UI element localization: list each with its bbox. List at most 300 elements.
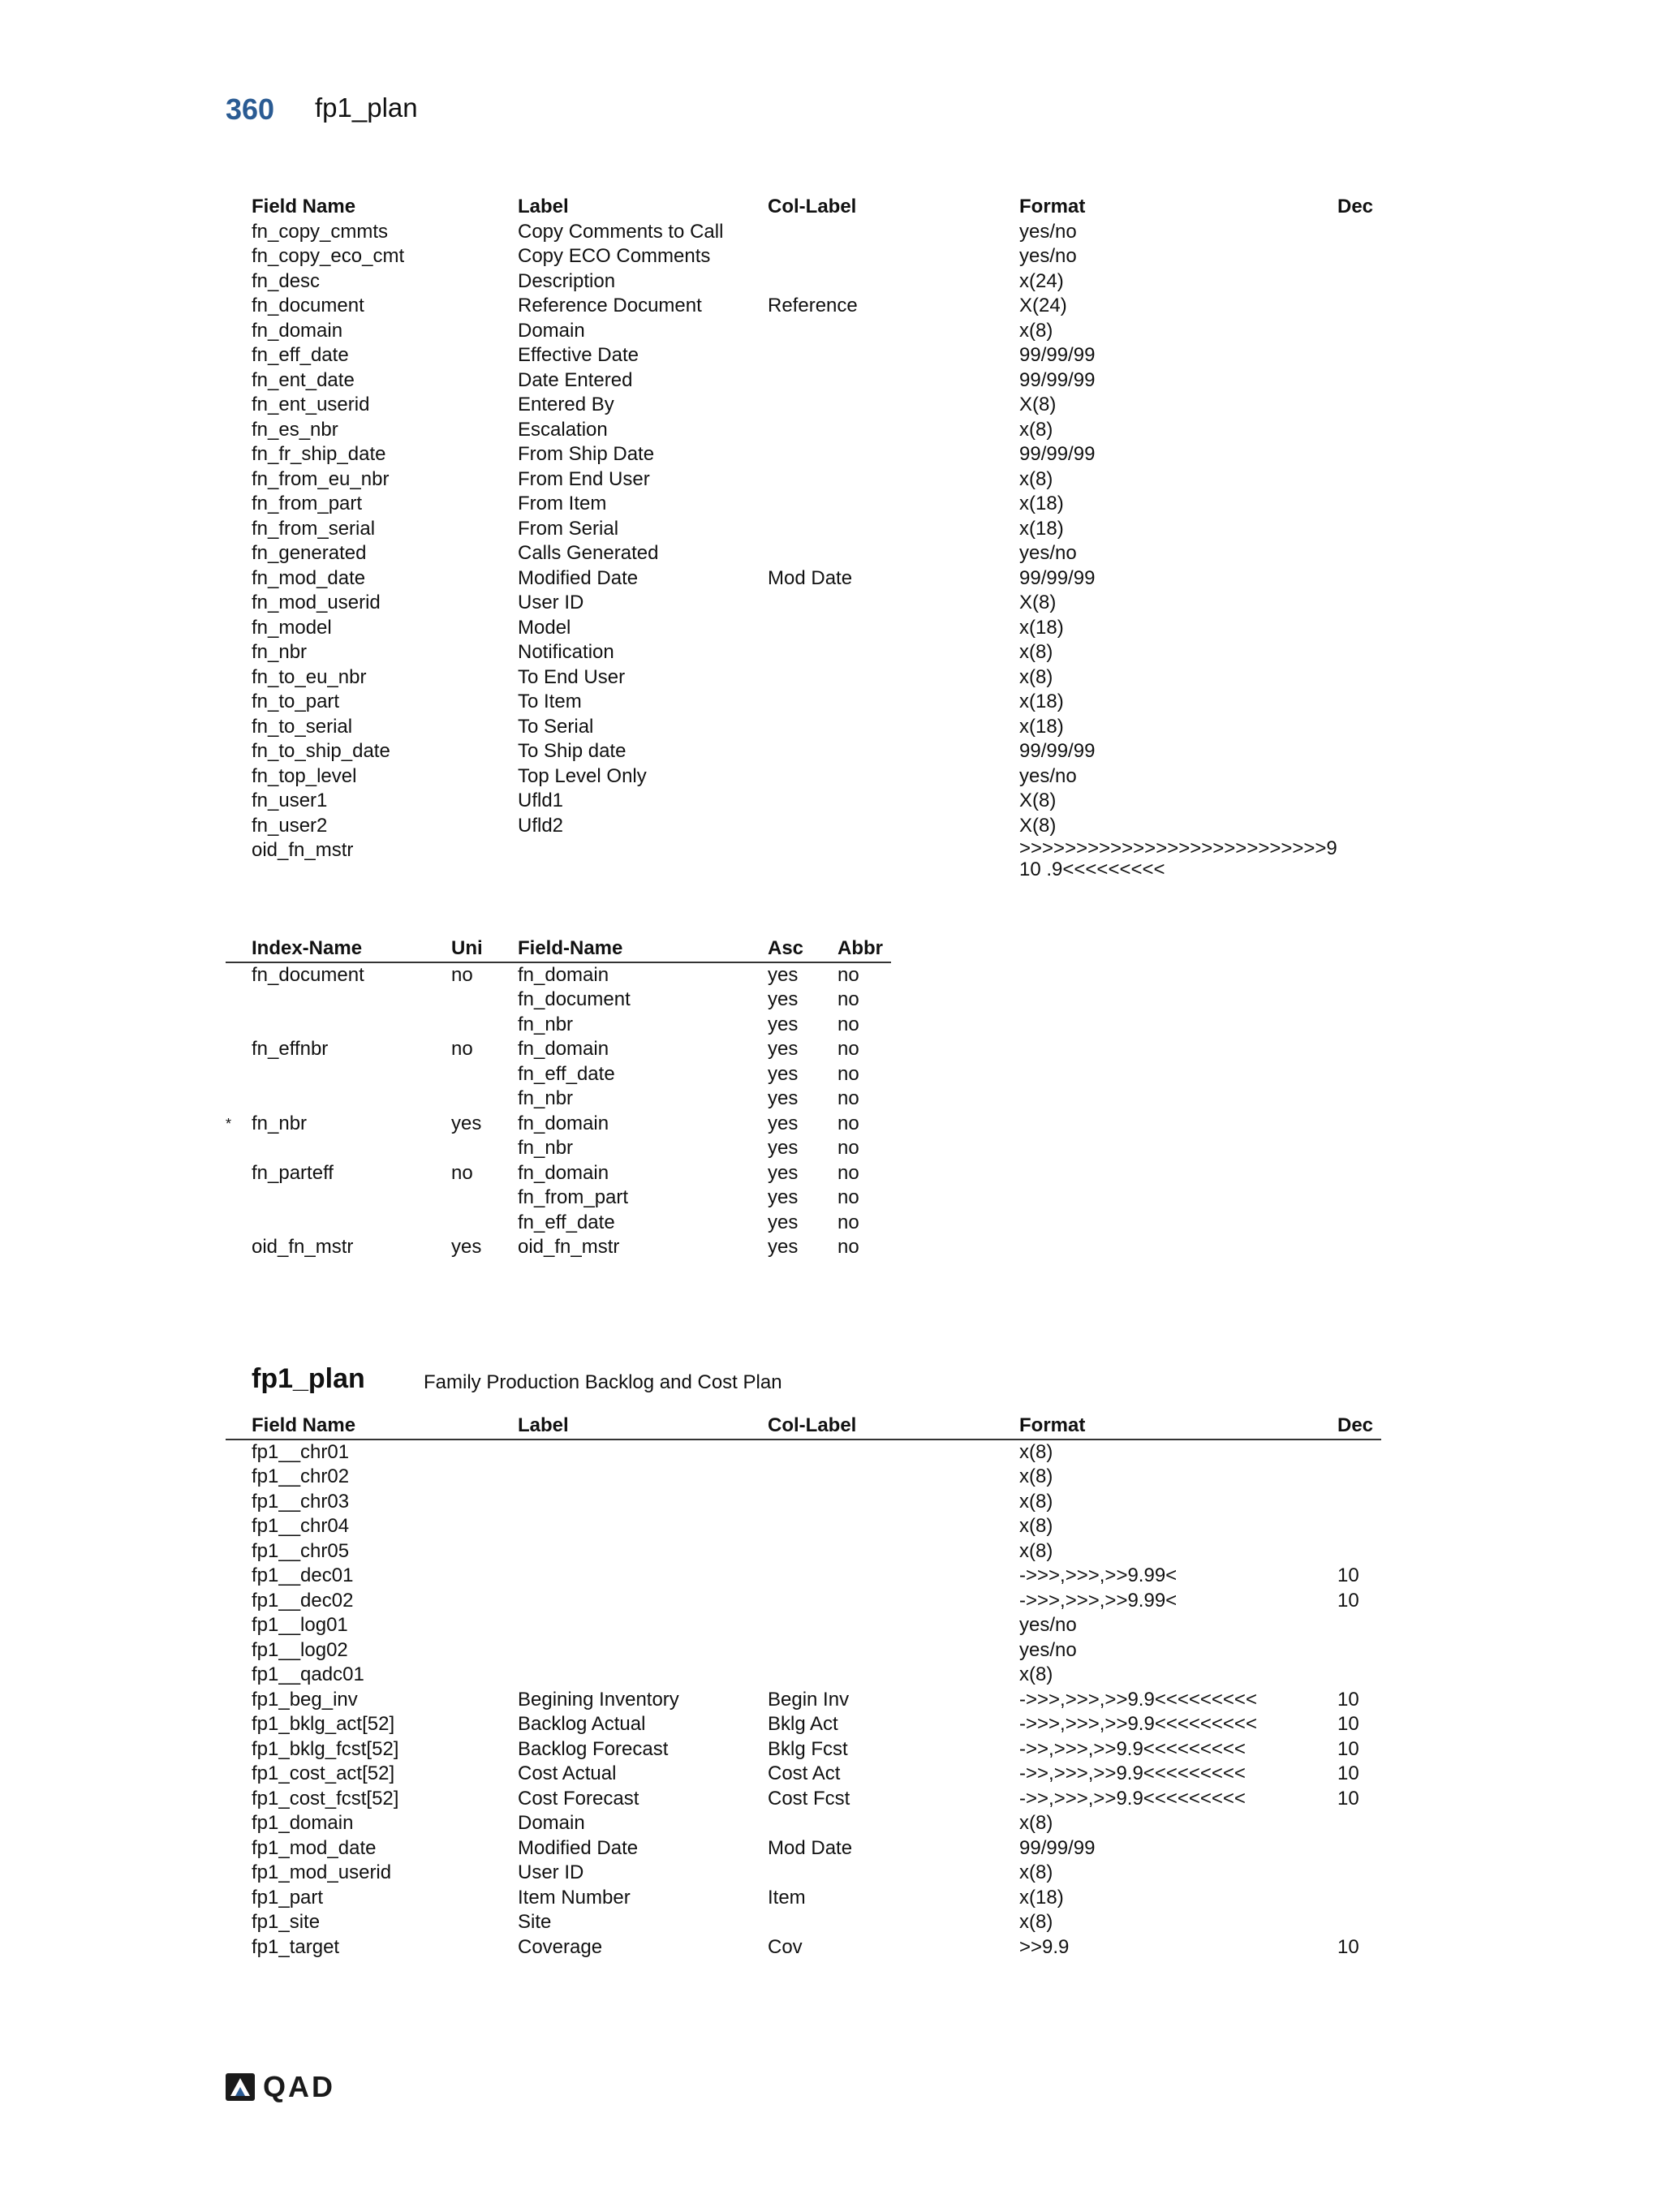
label-cell: To Serial [518, 715, 594, 738]
col-label-cell [768, 418, 1019, 443]
label-cell [518, 838, 768, 880]
field-name-cell: fn_copy_cmmts [252, 220, 389, 243]
table-row [226, 1161, 891, 1186]
logo-text: QAD [263, 2070, 335, 2103]
col-label-cell [768, 665, 1019, 691]
field-name-cell: fp1_target [252, 1935, 340, 1958]
table-row [226, 1564, 1381, 1589]
primary-index-marker [226, 988, 252, 1013]
col-label-cell [768, 1514, 1019, 1539]
label-cell: Modified Date [518, 1836, 639, 1859]
column-header-col-label: Col-Label [768, 1414, 1019, 1440]
unique-cell: no [451, 963, 473, 986]
dec-cell [1337, 789, 1381, 814]
field-name-cell: fn_document [252, 295, 364, 316]
format-cell: x(8) [1019, 1440, 1053, 1463]
col-label-cell [768, 319, 1019, 344]
index-field-cell: fn_eff_date [518, 1062, 615, 1085]
index-field-cell: fn_domain [518, 963, 609, 986]
format-cell: 99/99/99 [1019, 740, 1096, 762]
table-row [226, 1861, 1381, 1886]
col-label-cell [768, 1861, 1019, 1886]
primary-index-marker [226, 1161, 252, 1186]
label-cell: Begining Inventory [518, 1688, 679, 1711]
label-cell: Top Level Only [518, 764, 647, 787]
label-cell: Escalation [518, 418, 608, 441]
label-cell: From End User [518, 467, 650, 490]
primary-index-marker [226, 1136, 252, 1161]
index-field-cell: fn_eff_date [518, 1211, 615, 1233]
table-row [226, 1136, 891, 1161]
table-row [226, 640, 1381, 665]
field-name-cell: fp1__qadc01 [252, 1663, 364, 1685]
unique-cell [451, 1013, 518, 1038]
col-label-cell [768, 1910, 1019, 1935]
table-row [226, 492, 1381, 517]
label-cell: Domain [518, 1812, 585, 1834]
row-marker [226, 1638, 252, 1663]
abbr-cell: no [837, 1038, 859, 1060]
field-name-cell: fn_copy_eco_cmt [252, 245, 405, 267]
qad-logo-icon [226, 2073, 255, 2101]
col-label-cell [768, 690, 1019, 715]
field-name-cell: fn_to_part [252, 691, 340, 712]
unique-cell [451, 1062, 518, 1087]
index-field-cell: fn_domain [518, 1161, 609, 1184]
col-label-cell [768, 1465, 1019, 1490]
format-cell: x(24) [1019, 269, 1064, 292]
table-description: Family Production Backlog and Cost Plan [424, 1371, 782, 1393]
row-marker [226, 467, 252, 493]
table-row [226, 269, 1381, 295]
table-row [226, 665, 1381, 691]
label-cell: Cost Forecast [518, 1787, 639, 1810]
asc-cell: yes [768, 1137, 799, 1159]
table-row [226, 1037, 891, 1062]
format-cell: ->>,>>>,>>9.9<<<<<<<<< [1019, 1737, 1246, 1760]
label-cell [518, 1663, 768, 1688]
row-marker [226, 1440, 252, 1465]
col-label-cell: Bklg Act [768, 1713, 838, 1735]
unique-cell: no [451, 1038, 473, 1060]
marker-column-header [226, 1414, 252, 1440]
index-name-cell [252, 1013, 451, 1038]
field-name-cell: fp1__chr02 [252, 1465, 350, 1487]
table-row [226, 690, 1381, 715]
col-label-cell [768, 220, 1019, 245]
format-cell: ->>>,>>>,>>9.99< [1019, 1589, 1178, 1612]
field-name-cell: oid_fn_mstr [252, 839, 354, 861]
column-header-label: Label [518, 196, 569, 217]
format-cell: x(8) [1019, 1663, 1053, 1685]
field-name-cell: fn_mod_userid [252, 592, 381, 613]
field-name-cell: fp1_beg_inv [252, 1688, 358, 1711]
col-label-cell [768, 838, 1019, 880]
index-name-cell: fn_parteff [252, 1161, 334, 1184]
field-name-cell: fp1__dec02 [252, 1589, 354, 1612]
abbr-cell: no [837, 1087, 859, 1109]
dec-cell [1337, 715, 1381, 740]
field-name-cell: fp1__log02 [252, 1638, 348, 1661]
col-label-cell [768, 343, 1019, 368]
label-cell: Entered By [518, 394, 614, 415]
dec-cell [1337, 269, 1381, 295]
table-row [226, 1490, 1381, 1515]
table-row [226, 343, 1381, 368]
dec-cell [1337, 1613, 1381, 1638]
table-row [226, 1811, 1381, 1836]
abbr-cell: no [837, 988, 859, 1010]
table-row [226, 368, 1381, 394]
index-name-cell [252, 988, 451, 1013]
col-label-cell: Cov [768, 1935, 803, 1958]
col-label-cell [768, 244, 1019, 269]
dec-cell [1337, 319, 1381, 344]
primary-index-marker [226, 1087, 252, 1112]
table-row [226, 1787, 1381, 1812]
label-cell: Copy Comments to Call [518, 220, 724, 243]
field-name-cell: fn_user1 [252, 790, 328, 811]
field-name-cell: fp1__log01 [252, 1614, 348, 1636]
dec-cell [1337, 591, 1381, 616]
col-label-cell [768, 814, 1019, 839]
dec-cell [1337, 1836, 1381, 1861]
column-header-dec: Dec [1337, 196, 1374, 217]
format-cell: x(8) [1019, 418, 1053, 441]
row-marker [226, 319, 252, 344]
table-row [226, 1762, 1381, 1787]
dec-cell [1337, 764, 1381, 790]
table-row [226, 1235, 891, 1260]
row-marker [226, 368, 252, 394]
primary-index-marker [226, 1211, 252, 1236]
label-cell: To End User [518, 665, 626, 688]
dec-cell [1337, 1490, 1381, 1515]
asc-cell: yes [768, 963, 799, 986]
col-label-cell: Mod Date [768, 1836, 853, 1859]
label-cell: Copy ECO Comments [518, 245, 711, 267]
label-cell: Reference Document [518, 295, 702, 316]
label-cell [518, 1589, 768, 1614]
col-label-cell [768, 1440, 1019, 1465]
table-row [226, 1935, 1381, 1960]
format-cell: >>9.9 [1019, 1935, 1070, 1958]
table-row [226, 715, 1381, 740]
field-name-cell: fp1_part [252, 1886, 324, 1909]
column-header-index-name: Index-Name [252, 936, 451, 962]
dec-cell [1337, 665, 1381, 691]
field-name-cell: fn_ent_date [252, 368, 355, 391]
table-row [226, 1539, 1381, 1564]
field-name-cell: fn_user2 [252, 814, 328, 837]
field-name-cell: fp1__dec01 [252, 1564, 354, 1586]
row-marker [226, 665, 252, 691]
label-cell: Site [518, 1911, 552, 1933]
row-marker [226, 838, 252, 880]
dec-cell [1337, 640, 1381, 665]
table-row [226, 418, 1381, 443]
asc-cell: yes [768, 1236, 799, 1258]
table-row [226, 1440, 1381, 1465]
abbr-cell: no [837, 1137, 859, 1159]
format-cell: x(18) [1019, 616, 1064, 639]
col-label-cell [768, 1638, 1019, 1663]
index-field-cell: fn_domain [518, 1112, 609, 1134]
index-field-cell: fn_domain [518, 1038, 609, 1060]
column-header-field-name: Field-Name [518, 936, 768, 962]
format-cell: ->>>,>>>,>>9.9<<<<<<<<< [1019, 1713, 1257, 1735]
format-cell: x(18) [1019, 715, 1064, 738]
row-marker [226, 1910, 252, 1935]
col-label-cell [768, 640, 1019, 665]
label-cell: User ID [518, 592, 584, 613]
fp1-fields-table [226, 1414, 1381, 1960]
format-cell: yes/no [1019, 542, 1077, 564]
dec-cell: 10 [1337, 1935, 1359, 1958]
dec-cell: 10 [1337, 1762, 1359, 1784]
primary-index-marker [226, 962, 252, 988]
column-header-asc: Asc [768, 936, 837, 962]
label-cell: Model [518, 616, 571, 639]
format-cell: x(18) [1019, 517, 1064, 540]
field-name-cell: fn_from_part [252, 493, 363, 514]
dec-cell [1337, 1811, 1381, 1836]
label-cell: Modified Date [518, 566, 639, 589]
format-cell: x(8) [1019, 467, 1053, 490]
abbr-cell: no [837, 1161, 859, 1184]
format-cell: 99/99/99 [1019, 344, 1096, 366]
dec-cell [1337, 418, 1381, 443]
table-header-row [226, 1414, 1381, 1440]
table-row [226, 294, 1381, 319]
row-marker [226, 616, 252, 641]
row-marker [226, 739, 252, 764]
abbr-cell: no [837, 1013, 859, 1035]
table-row [226, 1688, 1381, 1713]
table-row [226, 1886, 1381, 1911]
format-cell: x(8) [1019, 1465, 1053, 1487]
row-marker [226, 393, 252, 418]
dec-cell [1337, 517, 1381, 542]
dec-cell: 10 [1337, 1737, 1359, 1760]
dec-cell: 10 [1337, 1589, 1359, 1612]
unique-cell: no [451, 1161, 473, 1184]
row-marker [226, 1564, 252, 1589]
row-marker [226, 541, 252, 566]
label-cell: Backlog Forecast [518, 1737, 669, 1760]
unique-cell [451, 1186, 518, 1211]
index-name-cell: fn_document [252, 963, 364, 986]
col-label-cell [768, 789, 1019, 814]
asc-cell: yes [768, 1211, 799, 1233]
dec-cell [1337, 739, 1381, 764]
dec-cell [1337, 1910, 1381, 1935]
asc-cell: yes [768, 1112, 799, 1134]
primary-index-marker [226, 1037, 252, 1062]
unique-cell [451, 1087, 518, 1112]
index-name-cell: oid_fn_mstr [252, 1236, 354, 1258]
col-label-cell [768, 764, 1019, 790]
field-name-cell: fp1__chr05 [252, 1539, 350, 1562]
row-marker [226, 220, 252, 245]
table-row [226, 244, 1381, 269]
asc-cell: yes [768, 1186, 799, 1208]
format-cell: X(8) [1019, 592, 1057, 613]
abbr-cell: no [837, 1211, 859, 1233]
index-field-cell: fn_nbr [518, 1137, 574, 1159]
field-name-cell: fn_domain [252, 319, 343, 342]
row-marker [226, 1514, 252, 1539]
label-cell: Notification [518, 641, 614, 663]
label-cell: User ID [518, 1861, 584, 1883]
dec-cell [1337, 467, 1381, 493]
format-cell: ->>,>>>,>>9.9<<<<<<<<< [1019, 1762, 1246, 1784]
col-label-cell [768, 1539, 1019, 1564]
table-row [226, 1712, 1381, 1737]
unique-cell [451, 988, 518, 1013]
col-label-cell: Cost Fcst [768, 1787, 850, 1810]
table-title-block [252, 1363, 782, 1395]
label-cell: From Ship Date [518, 443, 655, 465]
row-marker [226, 1811, 252, 1836]
table-row [226, 789, 1381, 814]
row-marker [226, 418, 252, 443]
label-cell: To Item [518, 691, 582, 712]
field-name-cell: fn_ent_userid [252, 394, 370, 415]
column-header-uni: Uni [451, 936, 518, 962]
label-cell: To Ship date [518, 740, 626, 762]
abbr-cell: no [837, 1062, 859, 1085]
col-label-cell [768, 269, 1019, 295]
label-cell: Backlog Actual [518, 1713, 646, 1735]
table-row [226, 988, 891, 1013]
dec-cell [1337, 220, 1381, 245]
col-label-cell [768, 1589, 1019, 1614]
format-cell: x(18) [1019, 493, 1064, 514]
table-row [226, 1589, 1381, 1614]
field-name-cell: fp1_domain [252, 1812, 354, 1834]
col-label-cell: Bklg Fcst [768, 1737, 848, 1760]
row-marker [226, 1663, 252, 1688]
index-name-cell [252, 1136, 451, 1161]
column-header-label: Label [518, 1414, 768, 1440]
table-row [226, 1112, 891, 1137]
col-label-cell [768, 1663, 1019, 1688]
col-label-cell [768, 442, 1019, 467]
dec-cell: 10 [1337, 1564, 1359, 1586]
field-name-cell: fp1_bklg_fcst[52] [252, 1737, 399, 1760]
format-cell: 99/99/99 [1019, 443, 1096, 465]
table-row [226, 1663, 1381, 1688]
table-name: fp1_plan [252, 1363, 365, 1394]
format-cell: x(8) [1019, 1515, 1053, 1537]
format-cell: x(8) [1019, 1539, 1053, 1562]
col-label-cell [768, 616, 1019, 641]
marker-column-header [226, 936, 252, 962]
label-cell: Description [518, 269, 616, 292]
table-row [226, 962, 891, 988]
dec-cell: 10 [1337, 1787, 1359, 1810]
table-row [226, 1613, 1381, 1638]
row-marker [226, 343, 252, 368]
label-cell [518, 1564, 768, 1589]
format-cell: X(8) [1019, 394, 1057, 415]
page-section-title: fp1_plan [315, 93, 418, 123]
dec-cell [1337, 368, 1381, 394]
index-name-cell [252, 1087, 451, 1112]
field-name-cell: fn_model [252, 616, 332, 639]
abbr-cell: no [837, 1112, 859, 1134]
field-name-cell: fn_desc [252, 269, 321, 292]
table-row [226, 838, 1381, 880]
row-marker [226, 1465, 252, 1490]
table-row [226, 467, 1381, 493]
label-cell: From Serial [518, 517, 619, 540]
label-cell: Coverage [518, 1935, 603, 1958]
col-label-cell [768, 1564, 1019, 1589]
table-row [226, 442, 1381, 467]
dec-cell [1337, 442, 1381, 467]
dec-cell [1337, 616, 1381, 641]
row-marker [226, 244, 252, 269]
dec-cell [1337, 1465, 1381, 1490]
row-marker [226, 764, 252, 790]
table-row [226, 393, 1381, 418]
format-cell: x(8) [1019, 665, 1053, 688]
dec-cell: 10 [1337, 1713, 1359, 1735]
table-row [226, 1013, 891, 1038]
row-marker [226, 1886, 252, 1911]
page-number: 360 [226, 93, 275, 126]
row-marker [226, 1787, 252, 1812]
asc-cell: yes [768, 1062, 799, 1085]
col-label-cell [768, 467, 1019, 493]
field-name-cell: fn_from_eu_nbr [252, 467, 390, 490]
field-name-cell: fn_to_eu_nbr [252, 665, 367, 688]
format-cell: X(24) [1019, 295, 1067, 316]
format-cell: x(8) [1019, 641, 1053, 663]
table-row [226, 1737, 1381, 1762]
table-row [226, 1186, 891, 1211]
format-cell: X(8) [1019, 790, 1057, 811]
format-cell: yes/no [1019, 1614, 1077, 1636]
label-cell: Domain [518, 319, 585, 342]
table-header-row [226, 195, 1381, 220]
table-row [226, 1211, 891, 1236]
dec-cell [1337, 1886, 1381, 1911]
field-name-cell: fn_mod_date [252, 566, 366, 589]
table-row [226, 1836, 1381, 1861]
col-label-cell: Reference [768, 295, 858, 316]
field-name-cell: fp1_mod_date [252, 1836, 377, 1859]
index-field-cell: fn_from_part [518, 1186, 629, 1208]
row-marker [226, 1688, 252, 1713]
col-label-cell [768, 541, 1019, 566]
dec-cell [1337, 1638, 1381, 1663]
row-marker [226, 1712, 252, 1737]
index-name-cell: fn_nbr [252, 1112, 308, 1134]
label-cell: Cost Actual [518, 1762, 617, 1784]
row-marker [226, 640, 252, 665]
table-row [226, 1514, 1381, 1539]
col-label-cell [768, 591, 1019, 616]
format-cell: x(8) [1019, 1911, 1053, 1933]
row-marker [226, 492, 252, 517]
field-name-cell: fp1__chr03 [252, 1490, 350, 1513]
field-name-cell: fp1_mod_userid [252, 1861, 392, 1883]
format-cell: x(18) [1019, 1886, 1064, 1909]
label-cell [518, 1638, 768, 1663]
